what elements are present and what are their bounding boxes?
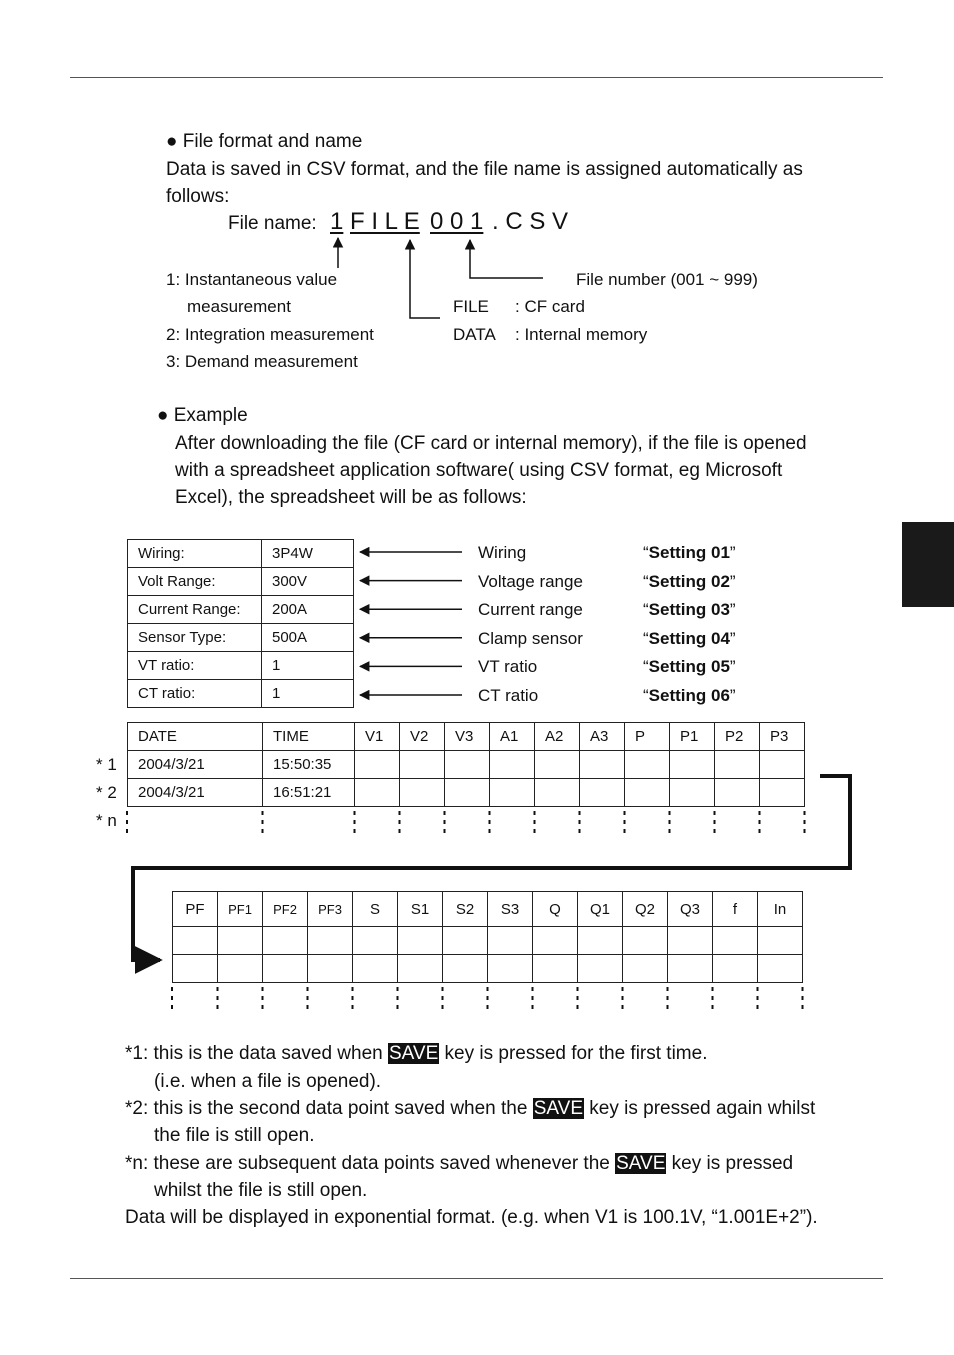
data2-header-cell: f [713,892,758,927]
data-header-cell: DATE [128,723,263,751]
data2-header-cell: Q3 [668,892,713,927]
data-header-cell: A2 [535,723,580,751]
legend-item3: 3: Demand measurement [166,352,358,371]
data2-header-cell: Q [533,892,578,927]
settings-desc: Clamp sensor [478,628,583,648]
quote-open: “ [643,686,649,705]
data-header-cell: P [625,723,670,751]
save-key-label: SAVE [389,1043,439,1064]
legend-file-label: FILE [453,297,489,316]
note-2 [125,1098,815,1120]
settings-label: Wiring: [128,540,262,568]
settings-desc: VT ratio [478,657,538,677]
data2-header-cell: PF1 [218,892,263,927]
note-n-pre: *n: these are subsequent data points saved whenever the [125,1153,616,1174]
row-marker-n: * n [96,811,117,830]
settings-label: CT ratio: [128,680,262,708]
data-header-cell: P3 [760,723,805,751]
quote-close: ” [729,543,736,562]
legend-item2: 2: Integration measurement [166,325,374,344]
data-time-cell: 16:51:21 [263,779,355,807]
quote-close: ” [729,571,736,591]
data-header-cell: TIME [263,723,355,751]
example-line2: with a spreadsheet application software( using CSV format, eg Microsoft [175,460,783,481]
settings-value: 500A [262,624,354,652]
note-2-post: key is pressed again whilst [584,1098,816,1119]
settings-desc: CT ratio [478,686,539,705]
data2-header-cell: Q1 [578,892,623,927]
section-heading-file-format: ● File format and name [166,131,363,152]
data-header-cell: A3 [580,723,625,751]
data-date-cell: 2004/3/21 [128,751,263,779]
quote-open: “ [643,657,649,677]
legend-item1a: 1: Instantaneous value [166,270,338,289]
settings-code-text: Setting 03 [648,600,730,620]
settings-code-text: Setting 04 [648,628,730,648]
data2-header-cell: S [353,892,398,927]
data2-header-cell: S1 [398,892,443,927]
filename-digit: 1 [330,208,344,235]
note-n-line2: whilst the file is still open. [154,1180,368,1201]
data2-header-cell: PF2 [263,892,308,927]
data2-header-cell: S3 [488,892,533,927]
data-header-cell: V3 [445,723,490,751]
note-1-pre: *1: this is the data saved when [125,1043,388,1064]
settings-value: 1 [262,680,354,708]
data2-header-cell: Q2 [623,892,668,927]
settings-value: 300V [262,568,354,596]
quote-open: “ [643,543,649,562]
quote-close: ” [729,628,736,648]
legend-file-desc: : CF card [515,297,585,316]
data-header-cell: P2 [715,723,760,751]
settings-label: Volt Range: [128,568,262,596]
data-header-cell: V1 [355,723,400,751]
note-1-post: key is pressed for the first time. [439,1043,708,1064]
legend-data-label: DATA [453,325,496,344]
quote-open: “ [643,571,649,591]
filename-number: 0 0 1 [430,208,484,235]
settings-label: Current Range: [128,596,262,624]
example-line3: Excel), the spreadsheet will be as follows: [175,487,527,508]
quote-close: ” [729,686,736,705]
file-format-desc-line2: follows: [166,186,230,207]
settings-label: VT ratio: [128,652,262,680]
quote-open: “ [643,628,649,648]
data-header-cell: A1 [490,723,535,751]
save-key-label: SAVE [616,1153,666,1174]
data2-header-cell: S2 [443,892,488,927]
data-header-cell: V2 [400,723,445,751]
quote-open: “ [643,600,649,620]
filename-extension: . C S V [492,208,569,235]
row-marker: * 1 [96,755,117,774]
settings-code-text: Setting 05 [648,657,730,677]
filename-label: File name: [228,213,317,234]
row-marker: * 2 [96,783,117,802]
section-heading-example: ● Example [157,405,248,426]
settings-code-text: Setting 01 [648,543,730,562]
note-2-line2: the file is still open. [154,1125,315,1146]
note-1-line2: (i.e. when a file is opened). [154,1071,382,1092]
settings-code-text: Setting 02 [648,571,730,591]
data-time-cell: 15:50:35 [263,751,355,779]
file-format-desc-line1: Data is saved in CSV format, and the file name is assigned automatically as [166,159,803,180]
settings-value: 3P4W [262,540,354,568]
quote-close: ” [729,657,736,677]
quote-close: ” [729,600,736,620]
data2-header-cell: PF [173,892,218,927]
settings-desc: Wiring [478,543,527,562]
settings-desc: Voltage range [478,571,583,591]
data-date-cell: 2004/3/21 [128,779,263,807]
settings-value: 200A [262,596,354,624]
settings-label: Sensor Type: [128,624,262,652]
filename-kind: F I L E [350,208,420,235]
save-key-label: SAVE [533,1098,583,1119]
note-1 [125,1043,707,1065]
legend-data-desc: : Internal memory [515,325,648,344]
note-final: Data will be displayed in exponential format. (e.g. when V1 is 100.1V, “1.001E+2”). [125,1207,818,1228]
note-2-pre: *2: this is the second data point saved when the [125,1098,533,1119]
example-line1: After downloading the file (CF card or internal memory), if the file is opened [175,433,807,454]
settings-value: 1 [262,652,354,680]
settings-desc: Current range [478,600,583,620]
legend-number-desc: File number (001 ~ 999) [576,270,758,289]
note-n-post: key is pressed [666,1153,794,1174]
data-header-cell: P1 [670,723,715,751]
legend-item1b: measurement [187,297,291,316]
data2-header-cell: In [758,892,803,927]
note-n [125,1153,793,1175]
settings-code-text: Setting 06 [648,686,730,705]
data2-header-cell: PF3 [308,892,353,927]
